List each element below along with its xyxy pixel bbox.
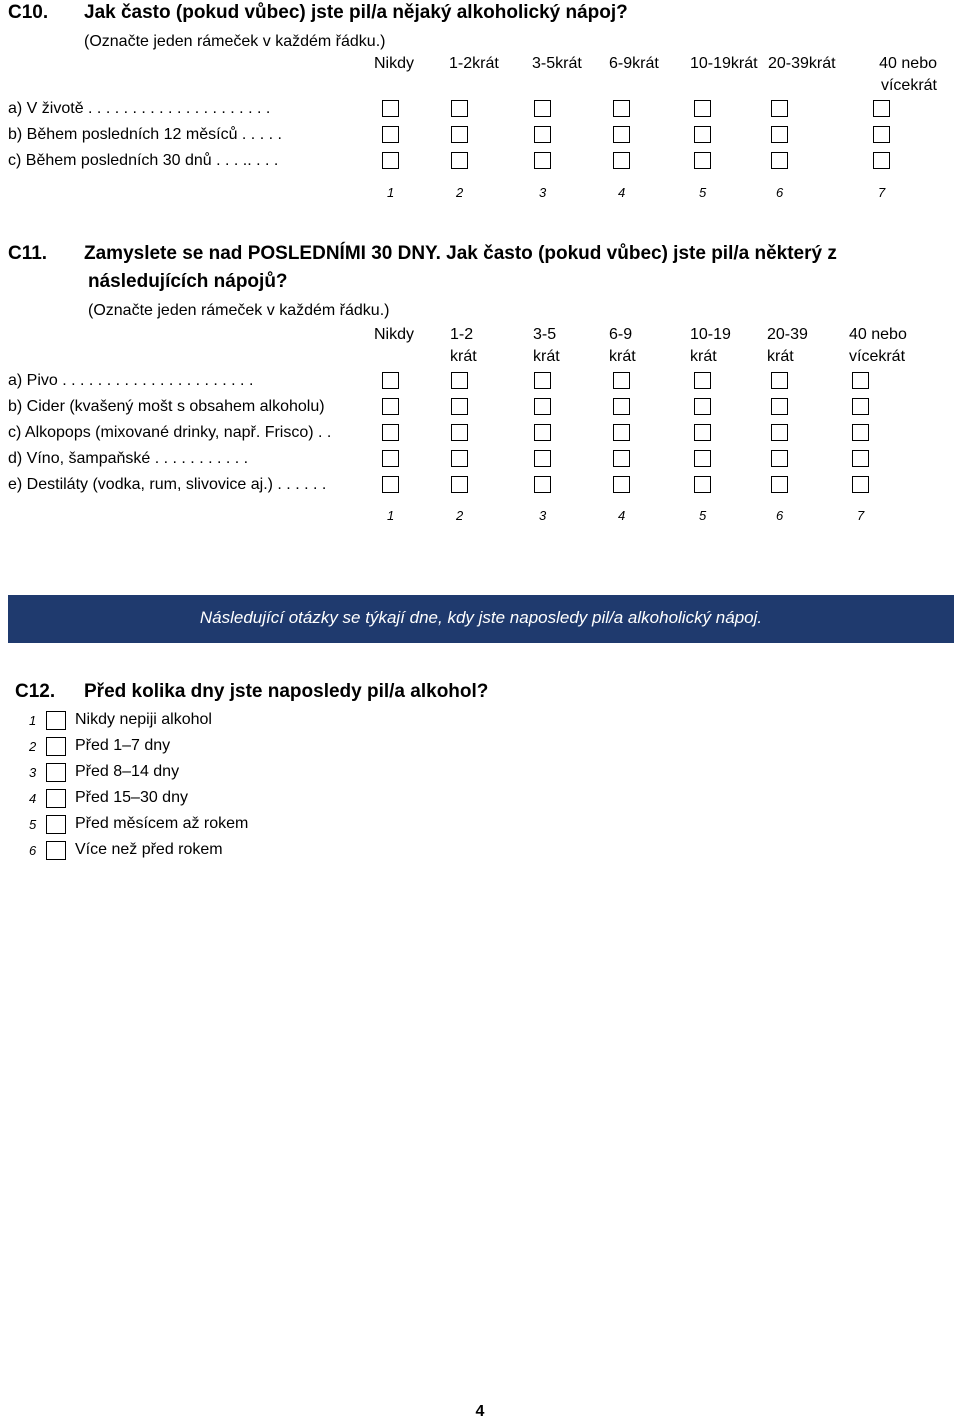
c12-option-label: Nikdy nepiji alkohol	[75, 711, 212, 728]
c10-code: 1	[387, 185, 395, 200]
c10-column-header: 6-9krát	[609, 55, 659, 72]
c12-option-checkbox[interactable]	[46, 789, 66, 808]
c12-option-checkbox[interactable]	[46, 763, 66, 782]
c10-checkbox[interactable]	[771, 152, 788, 169]
c11-checkbox[interactable]	[451, 476, 468, 493]
c11-checkbox[interactable]	[534, 424, 551, 441]
c11-checkbox[interactable]	[613, 476, 630, 493]
c12-option-checkbox[interactable]	[46, 815, 66, 834]
c11-column-header: 1-2 krát	[450, 326, 477, 365]
c10-column-header: 40 nebo vícekrát	[879, 55, 937, 94]
c12-option-label: Před 1–7 dny	[75, 737, 171, 754]
c12-option-checkbox[interactable]	[46, 711, 66, 730]
c10-checkbox[interactable]	[534, 152, 551, 169]
c10-checkbox[interactable]	[613, 100, 630, 117]
c10-column-header: 3-5krát	[532, 55, 582, 72]
c10-code: 5	[699, 185, 707, 200]
c11-checkbox[interactable]	[852, 476, 869, 493]
section-banner	[8, 595, 954, 643]
c10-code: 3	[539, 185, 547, 200]
c11-checkbox[interactable]	[534, 398, 551, 415]
c11-column-header: 6-9 krát	[609, 326, 636, 365]
c10-column-header: Nikdy	[374, 55, 415, 72]
c11-checkbox[interactable]	[771, 398, 788, 415]
c10-number: C10.	[8, 2, 49, 23]
c11-checkbox[interactable]	[852, 424, 869, 441]
c10-checkbox[interactable]	[694, 152, 711, 169]
c10-row-label: b) Během posledních 12 měsíců . . . . .	[8, 126, 282, 143]
c10-code: 2	[456, 185, 464, 200]
c11-column-header: Nikdy	[374, 326, 415, 343]
c12-option-code: 3	[29, 765, 37, 780]
c12-option-label: Před 8–14 dny	[75, 763, 180, 780]
c11-row-label: e) Destiláty (vodka, rum, slivovice aj.) . . . . . .	[8, 476, 327, 493]
c12-option-checkbox[interactable]	[46, 737, 66, 756]
c11-question-line2: následujících nápojů?	[88, 271, 288, 292]
c12-option-code: 4	[29, 791, 37, 806]
c10-column-header: 10-19krát	[690, 55, 758, 72]
c11-checkbox[interactable]	[613, 372, 630, 389]
c11-row-label: d) Víno, šampaňské . . . . . . . . . . .	[8, 450, 249, 467]
c11-row-label: a) Pivo . . . . . . . . . . . . . . . . . . . . . .	[8, 372, 254, 389]
c11-instruction: (Označte jeden rámeček v každém řádku.)	[88, 302, 390, 319]
c12-option-code: 5	[29, 817, 37, 832]
banner-text: Následující otázky se týkají dne, kdy jste naposledy pil/a alkoholický nápoj.	[199, 608, 763, 627]
c11-checkbox[interactable]	[382, 450, 399, 467]
c11-checkbox[interactable]	[694, 424, 711, 441]
c11-checkbox[interactable]	[694, 372, 711, 389]
c11-checkbox[interactable]	[694, 476, 711, 493]
c11-checkbox[interactable]	[771, 372, 788, 389]
c11-column-header: 10-19 krát	[690, 326, 731, 365]
c10-code: 7	[878, 185, 886, 200]
c12-option-label: Před měsícem až rokem	[75, 815, 249, 832]
c10-row-label: a) V životě . . . . . . . . . . . . . . . . . . . . .	[8, 100, 271, 117]
c11-column-header: 3-5 krát	[533, 326, 560, 365]
c11-checkbox[interactable]	[613, 450, 630, 467]
c11-row-label: b) Cider (kvašený mošt s obsahem alkoholu)	[8, 398, 325, 415]
c11-checkbox[interactable]	[852, 372, 869, 389]
c11-code: 7	[857, 508, 865, 523]
c12-option-code: 1	[29, 713, 37, 728]
c10-column-header: 1-2krát	[449, 55, 499, 72]
c11-checkbox[interactable]	[382, 476, 399, 493]
c11-column-header: 20-39 krát	[767, 326, 808, 365]
c11-checkbox[interactable]	[534, 372, 551, 389]
page-number: 4	[475, 1403, 485, 1420]
c11-checkbox[interactable]	[534, 476, 551, 493]
c10-checkbox[interactable]	[873, 126, 890, 143]
c11-column-header: 40 nebo vícekrát	[849, 326, 907, 365]
c11-checkbox[interactable]	[451, 424, 468, 441]
c11-code: 1	[387, 508, 395, 523]
c10-checkbox[interactable]	[382, 126, 399, 143]
c10-checkbox[interactable]	[771, 100, 788, 117]
c11-code: 2	[456, 508, 464, 523]
c11-code: 6	[776, 508, 784, 523]
c10-checkbox[interactable]	[451, 100, 468, 117]
c11-checkbox[interactable]	[852, 450, 869, 467]
c11-checkbox[interactable]	[451, 450, 468, 467]
c11-code: 3	[539, 508, 547, 523]
c10-checkbox[interactable]	[451, 152, 468, 169]
c11-checkbox[interactable]	[771, 476, 788, 493]
c10-code: 6	[776, 185, 784, 200]
c11-checkbox[interactable]	[382, 398, 399, 415]
c10-checkbox[interactable]	[873, 152, 890, 169]
c12-number: C12.	[15, 681, 56, 702]
c11-question-line1: Zamyslete se nad POSLEDNÍMI 30 DNY. Jak často (pokud vůbec) jste pil/a některý z	[84, 243, 837, 264]
c11-checkbox[interactable]	[613, 424, 630, 441]
c10-checkbox[interactable]	[694, 126, 711, 143]
c11-code: 5	[699, 508, 707, 523]
c12-option-label: Před 15–30 dny	[75, 789, 188, 806]
c11-row-label: c) Alkopops (mixované drinky, např. Frisco) . .	[8, 424, 332, 441]
c10-checkbox[interactable]	[771, 126, 788, 143]
c11-checkbox[interactable]	[771, 450, 788, 467]
c10-checkbox[interactable]	[694, 100, 711, 117]
c10-checkbox[interactable]	[873, 100, 890, 117]
c11-checkbox[interactable]	[613, 398, 630, 415]
c10-checkbox[interactable]	[613, 126, 630, 143]
c10-checkbox[interactable]	[451, 126, 468, 143]
c11-checkbox[interactable]	[382, 372, 399, 389]
c11-code: 4	[618, 508, 626, 523]
c11-checkbox[interactable]	[694, 450, 711, 467]
c10-checkbox[interactable]	[613, 152, 630, 169]
c11-checkbox[interactable]	[852, 398, 869, 415]
c10-instruction: (Označte jeden rámeček v každém řádku.)	[84, 33, 386, 50]
c10-checkbox[interactable]	[534, 100, 551, 117]
c11-checkbox[interactable]	[451, 398, 468, 415]
c10-row-label: c) Během posledních 30 dnů . . . .. . . .	[8, 152, 279, 169]
c10-question: Jak často (pokud vůbec) jste pil/a nějaký alkoholický nápoj?	[84, 2, 628, 23]
c12-option-code: 2	[29, 739, 37, 754]
c12-option-label: Více než před rokem	[75, 841, 223, 858]
c10-code: 4	[618, 185, 626, 200]
c11-checkbox[interactable]	[771, 424, 788, 441]
c10-checkbox[interactable]	[534, 126, 551, 143]
c10-checkbox[interactable]	[382, 100, 399, 117]
c11-checkbox[interactable]	[534, 450, 551, 467]
c10-column-header: 20-39krát	[768, 55, 836, 72]
c12-question: Před kolika dny jste naposledy pil/a alkohol?	[84, 681, 489, 702]
c11-checkbox[interactable]	[694, 398, 711, 415]
c12-option-code: 6	[29, 843, 37, 858]
c12-option-checkbox[interactable]	[46, 841, 66, 860]
c10-checkbox[interactable]	[382, 152, 399, 169]
c11-checkbox[interactable]	[382, 424, 399, 441]
c11-checkbox[interactable]	[451, 372, 468, 389]
c11-number: C11.	[8, 243, 48, 264]
